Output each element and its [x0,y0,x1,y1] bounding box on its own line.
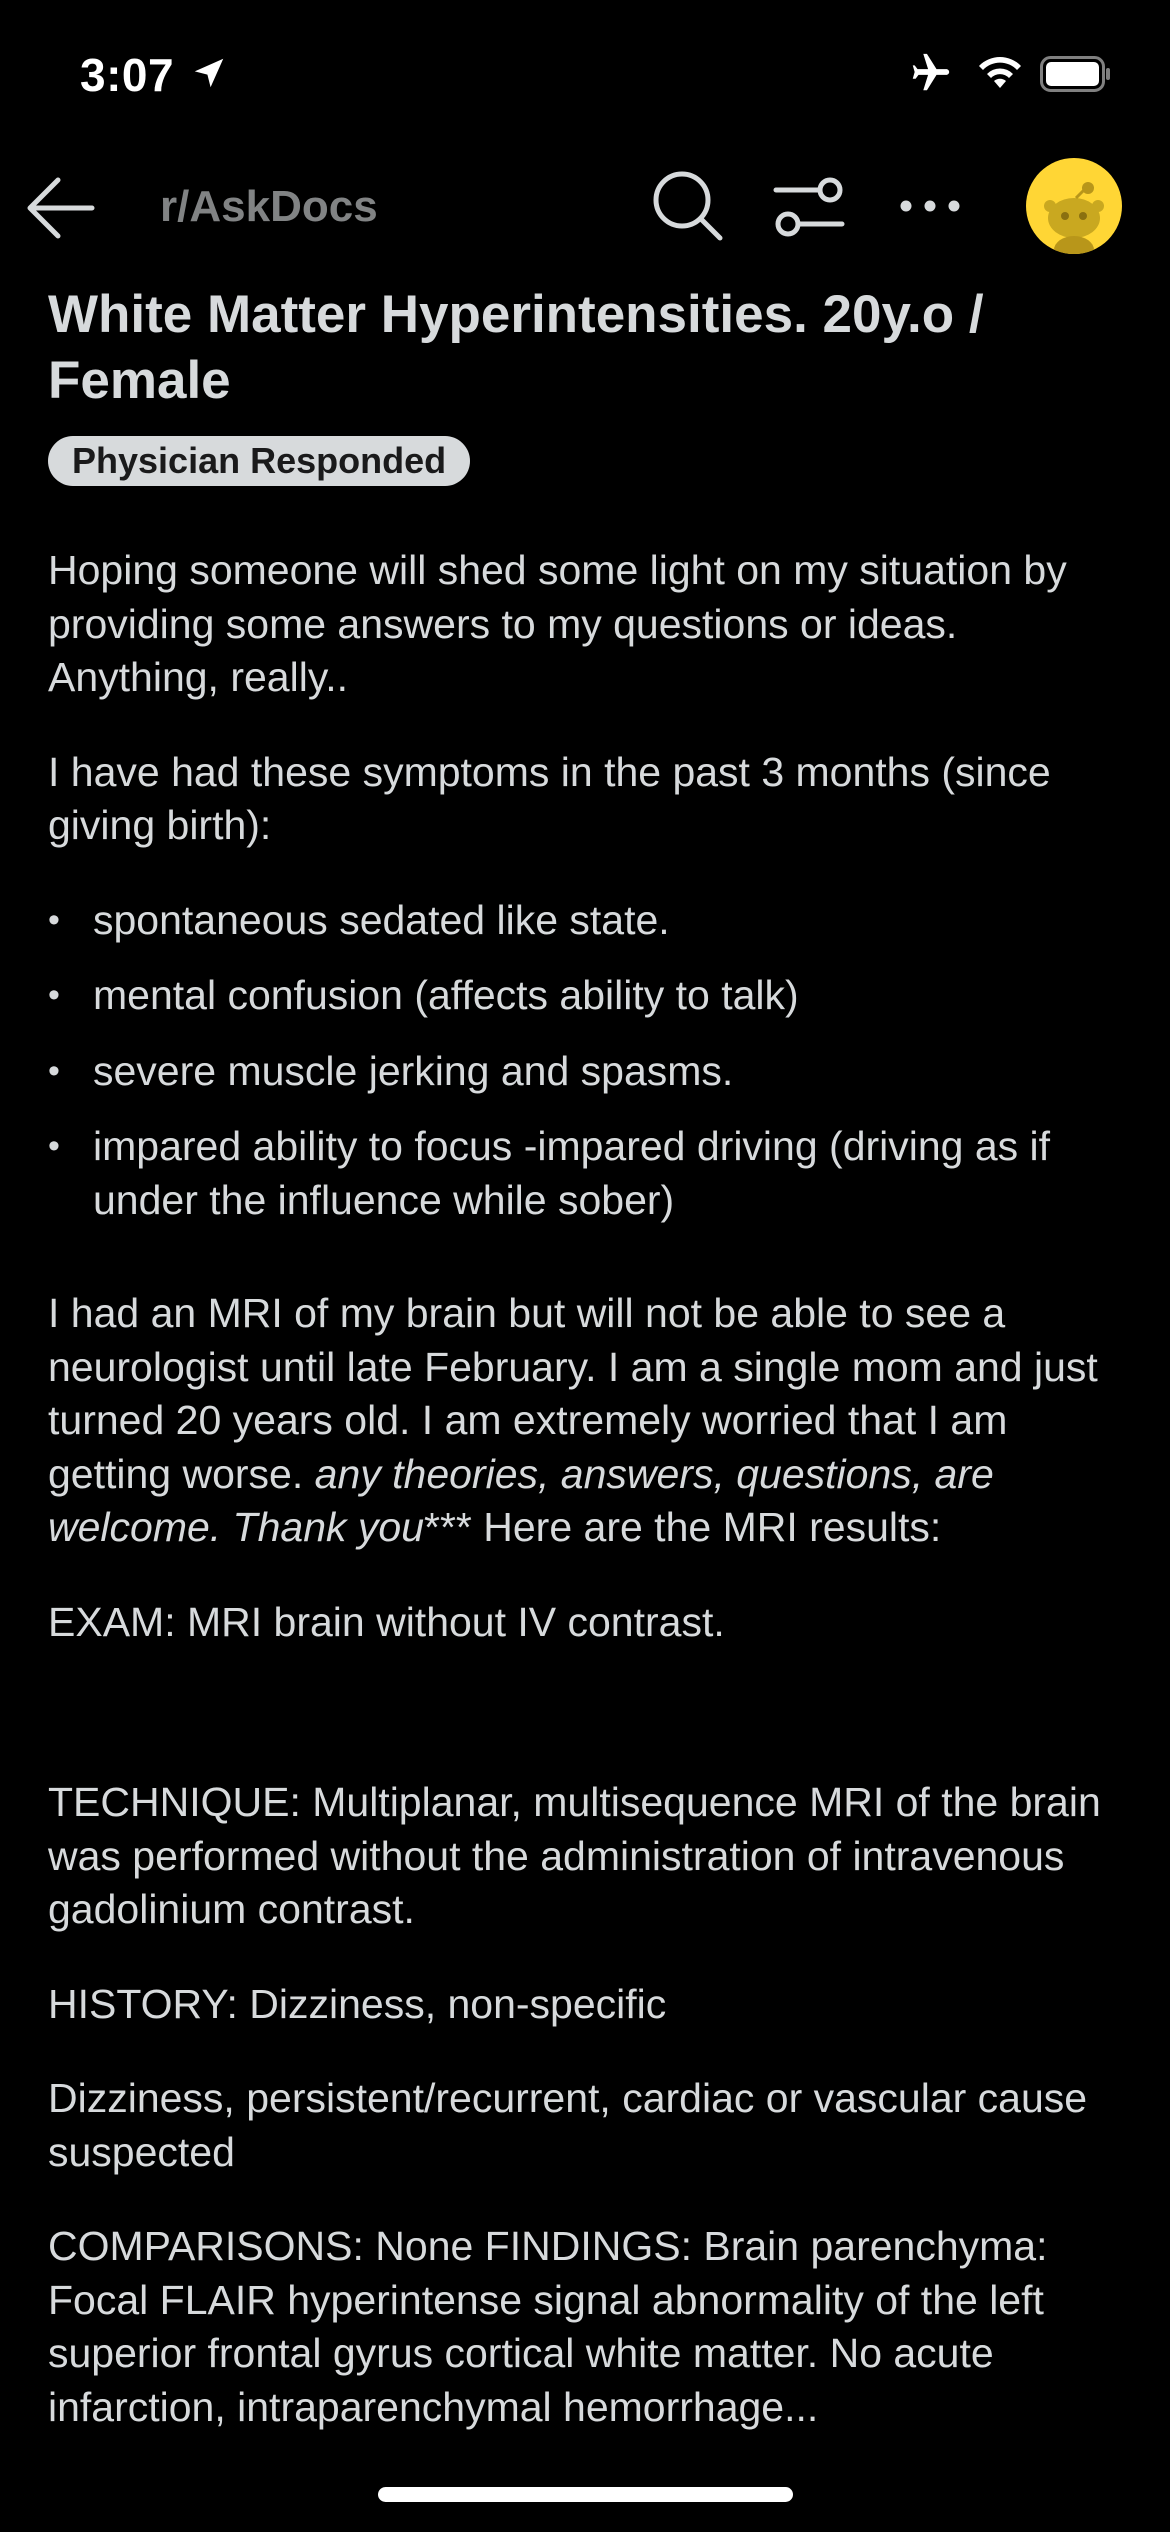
list-item: • severe muscle jerking and spasms. [48,1045,1128,1099]
list-item: • mental confusion (affects ability to talk) [48,969,1128,1023]
status-time: 3:07 [80,49,175,101]
body-paragraph: I have had these symptoms in the past 3 months (since giving birth): [48,748,1051,848]
spacer [48,1690,1128,1776]
battery-icon [1040,56,1112,97]
more-icon[interactable] [898,196,962,221]
post-body [48,544,1128,2434]
technique-paragraph: TECHNIQUE: Multiplanar, multisequence MRI of the brain was performed without the administration of intravenous gadolinium contrast. [48,1779,1101,1932]
list-item: • spontaneous sedated like state. [48,894,1128,948]
filter-icon[interactable] [772,176,846,245]
back-arrow-icon[interactable] [22,170,98,251]
comparisons-paragraph: COMPARISONS: None FINDINGS: Brain parenchyma: Focal FLAIR hyperintense signal abnormality of the left superior frontal gyrus cortical white matter. No acute infarction, intraparenchymal hemorrhage... [48,2223,1048,2430]
history-paragraph: HISTORY: Dizziness, non-specific [48,1980,667,2027]
status-bar [0,0,1170,150]
home-indicator[interactable] [378,2487,793,2502]
symptom-list [48,894,1128,1228]
post-content [48,282,1128,2475]
exam-paragraph: EXAM: MRI brain without IV contrast. [48,1598,725,1645]
body-italic-text: any theories, answers, questions, are welcome. Thank you [48,1450,994,1550]
subreddit-name[interactable]: r/AskDocs [160,182,378,231]
body-text: I had an MRI of my brain but will not be able to see a neurologist until late February. I am a single mom and just turned 20 years old. I am extremely worried that I am getting worse. [48,1290,1098,1497]
post-title: White Matter Hyperintensities. 20y.o / Female [48,285,984,410]
wifi-icon [975,52,1025,97]
location-arrow-icon [190,54,228,97]
post-flair[interactable]: Physician Responded [48,436,470,486]
avatar[interactable] [1026,158,1122,254]
search-icon[interactable] [650,168,726,249]
body-paragraph: Hoping someone will shed some light on my situation by providing some answers to my questions or ideas. Anything, really.. [48,547,1067,700]
airplane-icon [905,50,955,101]
body-text: *** Here are the MRI results: [424,1504,942,1550]
dizziness-paragraph: Dizziness, persistent/recurrent, cardiac or vascular cause suspected [48,2075,1088,2175]
snoo-avatar-icon [1026,158,1122,254]
list-item: • impared ability to focus -impared driving (driving as if under the influence while sober) [48,1120,1128,1227]
body-paragraph [48,1287,1128,1555]
